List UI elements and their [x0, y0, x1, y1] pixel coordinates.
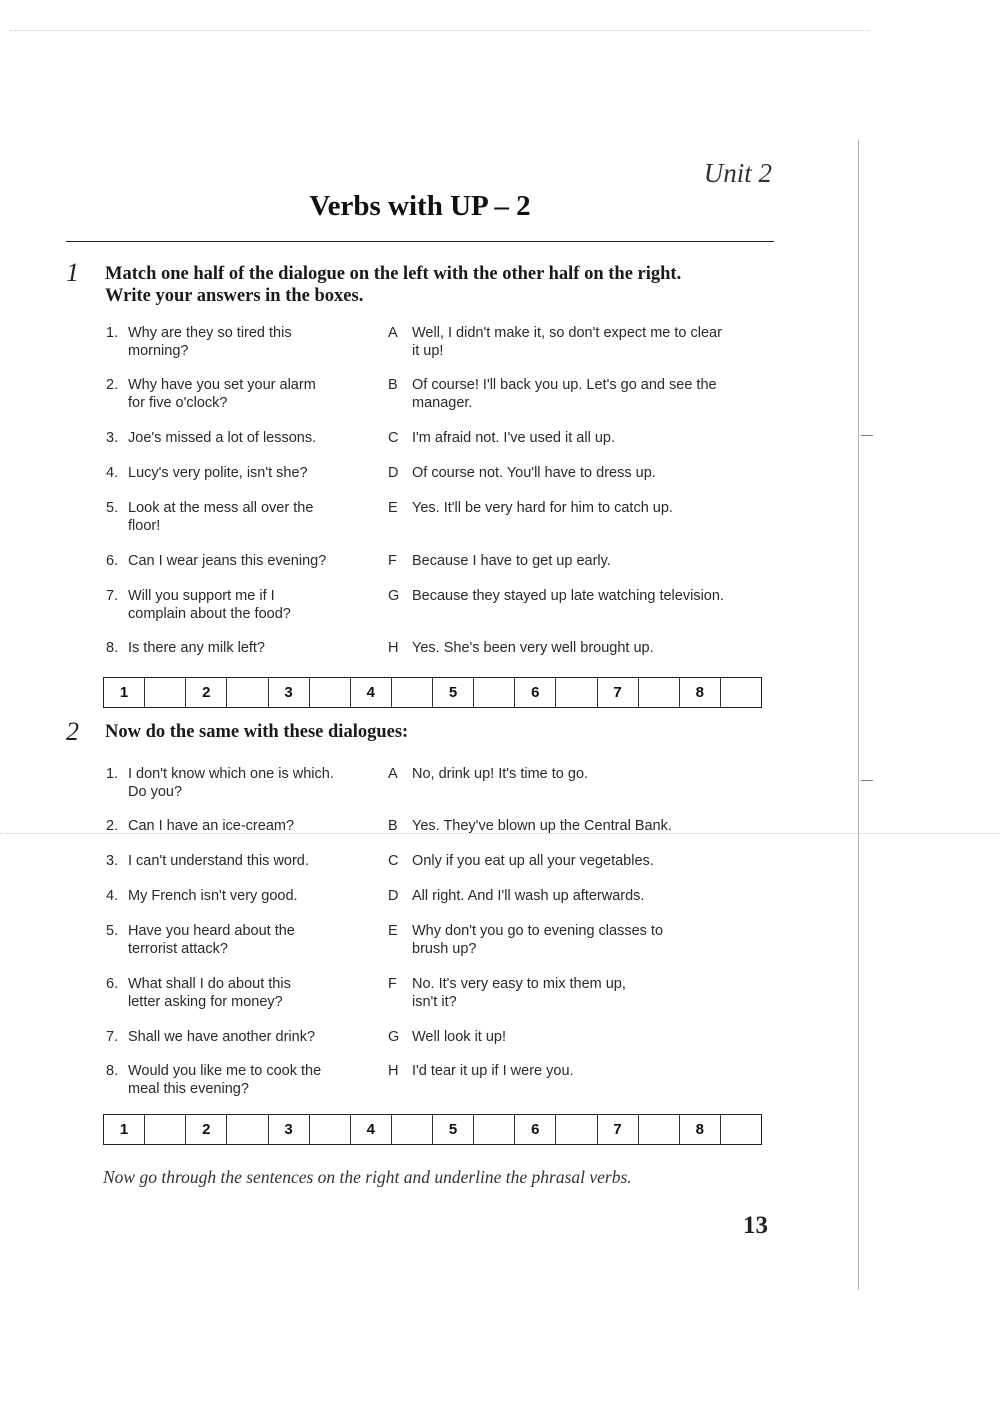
answer-number-cell: 3 — [269, 678, 310, 707]
item-text-line: What shall I do about this — [128, 976, 291, 992]
scan-edge-mark — [861, 780, 873, 781]
section-instruction — [105, 263, 785, 307]
item-text-line: meal this evening? — [128, 1080, 249, 1097]
item-text-line: I don't know which one is which. — [128, 766, 334, 782]
scan-edge-right — [858, 140, 859, 1290]
item-text-line: No, drink up! It's time to go. — [412, 766, 589, 782]
item-text — [128, 553, 374, 571]
item-text — [412, 888, 778, 906]
item-text-line: Shall we have another drink? — [128, 1029, 316, 1045]
answer-input-box[interactable] — [145, 678, 186, 707]
item-text — [412, 325, 778, 360]
item-text-line: Only if you eat up all your vegetables. — [412, 853, 654, 869]
item-text — [128, 640, 374, 658]
item-label: 3. — [106, 430, 119, 446]
item-label: F — [388, 976, 397, 992]
section-number: 1 — [66, 258, 79, 287]
item-text-line: letter asking for money? — [128, 993, 283, 1010]
item-text — [128, 588, 374, 623]
answer-number-cell: 5 — [433, 1115, 474, 1144]
item-label: E — [388, 923, 398, 939]
answer-input-box[interactable] — [556, 1115, 597, 1144]
item-label: B — [388, 377, 398, 393]
item-text-line: Do you? — [128, 783, 183, 800]
answer-number-cell: 8 — [680, 678, 721, 707]
item-label: 6. — [106, 553, 119, 569]
item-text-line: My French isn't very good. — [128, 888, 298, 904]
item-label: 2. — [106, 377, 119, 393]
item-text-line: No. It's very easy to mix them up, — [412, 976, 626, 992]
item-text-line: it up! — [412, 342, 444, 359]
item-text-line: Well look it up! — [412, 1029, 507, 1045]
item-text-line: isn't it? — [412, 993, 457, 1010]
item-label: 6. — [106, 976, 119, 992]
item-text — [412, 500, 778, 518]
answer-number-cell: 4 — [351, 678, 392, 707]
item-label: C — [388, 430, 399, 446]
item-label: 1. — [106, 325, 119, 341]
item-text-line: Why have you set your alarm — [128, 377, 316, 393]
answer-input-box[interactable] — [721, 678, 761, 707]
answer-input-box[interactable] — [639, 1115, 680, 1144]
answer-input-box[interactable] — [474, 678, 515, 707]
page-title: Verbs with UP – 2 — [309, 190, 531, 222]
item-text — [128, 1029, 374, 1047]
item-text — [128, 377, 374, 412]
section-instruction: Now do the same with these dialogues: — [105, 722, 409, 742]
item-text-line: Why don't you go to evening classes to — [412, 923, 664, 939]
item-text-line: Can I have an ice-cream? — [128, 818, 295, 834]
item-text-line: Why are they so tired this — [128, 325, 292, 341]
item-text — [412, 1063, 778, 1081]
answer-number-cell: 2 — [186, 1115, 227, 1144]
item-text-line: Look at the mess all over the — [128, 500, 314, 516]
item-text — [412, 766, 778, 784]
item-text — [128, 325, 374, 360]
item-text — [412, 465, 778, 483]
answer-input-box[interactable] — [392, 1115, 433, 1144]
answer-number-cell: 3 — [269, 1115, 310, 1144]
item-label: 2. — [106, 818, 119, 834]
item-text-line: terrorist attack? — [128, 940, 228, 957]
answer-input-box[interactable] — [556, 678, 597, 707]
title-rule — [66, 241, 774, 242]
item-label: F — [388, 553, 397, 569]
footer-instruction: Now go through the sentences on the right and underline the phrasal verbs. — [103, 1167, 632, 1187]
answer-input-box[interactable] — [145, 1115, 186, 1144]
item-text-line: Would you like me to cook the — [128, 1063, 322, 1079]
item-label: H — [388, 640, 399, 656]
item-text — [412, 818, 778, 836]
item-label: 5. — [106, 500, 119, 516]
item-label: 1. — [106, 766, 119, 782]
answer-number-cell: 6 — [515, 678, 556, 707]
item-text — [128, 465, 374, 483]
item-text — [128, 500, 374, 535]
item-text — [128, 818, 374, 836]
answer-boxes — [103, 677, 762, 708]
answer-input-box[interactable] — [392, 678, 433, 707]
answer-number-cell: 5 — [433, 678, 474, 707]
answer-input-box[interactable] — [474, 1115, 515, 1144]
item-text — [128, 976, 374, 1011]
answer-input-box[interactable] — [227, 678, 268, 707]
item-label: D — [388, 888, 399, 904]
item-label: A — [388, 766, 398, 782]
item-text-line: Will you support me if I — [128, 588, 275, 604]
item-text-line: I'm afraid not. I've used it all up. — [412, 430, 615, 446]
item-text-line: Is there any milk left? — [128, 640, 265, 656]
item-text-line: floor! — [128, 517, 161, 534]
item-text-line: Yes. They've blown up the Central Bank. — [412, 818, 672, 834]
item-text — [412, 430, 778, 448]
item-label: 4. — [106, 888, 119, 904]
item-label: G — [388, 588, 400, 604]
item-label: 4. — [106, 465, 119, 481]
unit-label: Unit 2 — [703, 158, 772, 188]
answer-number-cell: 1 — [104, 678, 145, 707]
answer-input-box[interactable] — [721, 1115, 761, 1144]
item-text-line: Joe's missed a lot of lessons. — [128, 430, 317, 446]
item-label: B — [388, 818, 398, 834]
item-text-line: Lucy's very polite, isn't she? — [128, 465, 308, 481]
item-text — [128, 853, 374, 871]
answer-number-cell: 8 — [680, 1115, 721, 1144]
section-number: 2 — [66, 717, 79, 746]
item-text-line: I can't understand this word. — [128, 853, 309, 869]
item-text-line: Yes. It'll be very hard for him to catch up. — [412, 500, 673, 516]
item-label: A — [388, 325, 398, 341]
item-text-line: Of course not. You'll have to dress up. — [412, 465, 656, 481]
answer-number-cell: 1 — [104, 1115, 145, 1144]
item-text — [128, 888, 374, 906]
item-text — [412, 1029, 778, 1047]
item-text — [128, 430, 374, 448]
item-text-line: Because I have to get up early. — [412, 553, 611, 569]
answer-number-cell: 7 — [598, 1115, 639, 1144]
answer-input-box[interactable] — [639, 678, 680, 707]
page-number: 13 — [743, 1212, 768, 1239]
item-label: 5. — [106, 923, 119, 939]
scan-edge-top — [10, 30, 870, 31]
answer-input-box[interactable] — [310, 678, 351, 707]
item-text — [412, 553, 778, 571]
item-text-line: I'd tear it up if I were you. — [412, 1063, 574, 1079]
item-text — [412, 923, 778, 958]
item-text-line: Of course! I'll back you up. Let's go and see the — [412, 377, 717, 393]
item-text-line: complain about the food? — [128, 605, 291, 622]
item-text — [412, 588, 778, 606]
item-text — [128, 1063, 374, 1098]
item-label: 8. — [106, 640, 119, 656]
scan-edge-mark — [861, 435, 873, 436]
item-text — [128, 766, 374, 801]
answer-number-cell: 4 — [351, 1115, 392, 1144]
item-text-line: manager. — [412, 394, 473, 411]
item-text — [412, 976, 778, 1011]
item-text-line: Have you heard about the — [128, 923, 295, 939]
item-text-line: All right. And I'll wash up afterwards. — [412, 888, 645, 904]
item-label: H — [388, 1063, 399, 1079]
item-text-line: morning? — [128, 342, 189, 359]
item-text — [412, 640, 778, 658]
item-label: 7. — [106, 1029, 119, 1045]
item-label: 8. — [106, 1063, 119, 1079]
item-label: 7. — [106, 588, 119, 604]
answer-number-cell: 6 — [515, 1115, 556, 1144]
item-label: G — [388, 1029, 400, 1045]
instruction-line: Write your answers in the boxes. — [105, 286, 364, 306]
item-text-line: Well, I didn't make it, so don't expect me to clear — [412, 325, 722, 341]
item-text-line: for five o'clock? — [128, 394, 228, 411]
answer-input-box[interactable] — [310, 1115, 351, 1144]
answer-input-box[interactable] — [227, 1115, 268, 1144]
item-text-line: Because they stayed up late watching television. — [412, 588, 724, 604]
answer-number-cell: 2 — [186, 678, 227, 707]
item-label: E — [388, 500, 398, 516]
item-text-line: Can I wear jeans this evening? — [128, 553, 327, 569]
item-text — [412, 377, 778, 412]
item-label: C — [388, 853, 399, 869]
answer-number-cell: 7 — [598, 678, 639, 707]
item-text-line: brush up? — [412, 940, 477, 957]
instruction-line: Match one half of the dialogue on the left with the other half on the right. — [105, 264, 682, 284]
item-text — [412, 853, 778, 871]
item-text-line: Yes. She's been very well brought up. — [412, 640, 654, 656]
answer-boxes — [103, 1114, 762, 1145]
item-text — [128, 923, 374, 958]
item-label: 3. — [106, 853, 119, 869]
item-label: D — [388, 465, 399, 481]
